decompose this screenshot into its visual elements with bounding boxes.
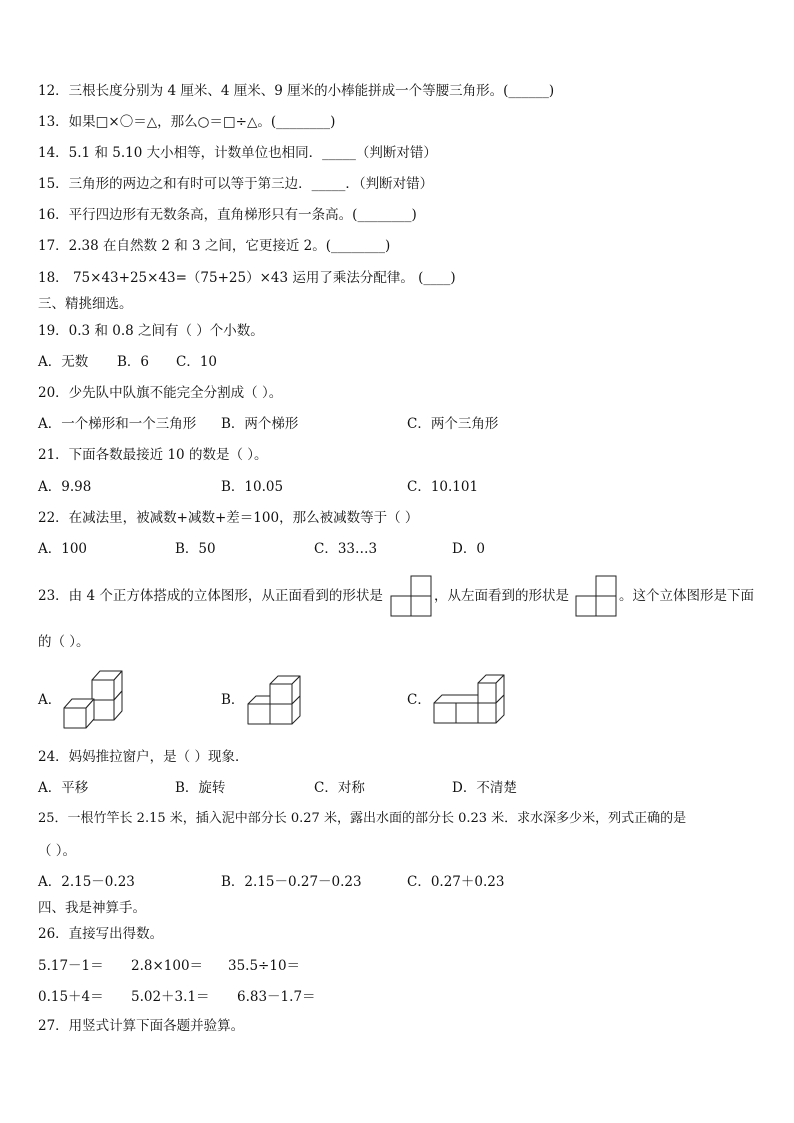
- question-17: 17．2.38 在自然数 2 和 3 之间，它更接近 2。(________): [38, 238, 391, 254]
- q20-option-b: B．两个梯形: [221, 416, 299, 432]
- question-23-part1: 23．由 4 个正方体搭成的立体图形，从正面看到的形状是: [38, 588, 383, 604]
- q21-option-a: A．9.98: [38, 479, 92, 495]
- q24-option-d: D．不清楚: [452, 780, 517, 796]
- q23-option-a: A．: [38, 692, 62, 708]
- q23-option-c: C．: [407, 692, 431, 708]
- q21-option-c: C．10.101: [407, 479, 479, 495]
- q25-option-a: A．2.15－0.23: [38, 874, 135, 890]
- q25-option-c: C．0.27＋0.23: [407, 874, 505, 890]
- calc-item: 5.02＋3.1＝: [131, 989, 210, 1005]
- question-20: 20．少先队中队旗不能完全分割成（ ）。: [38, 385, 283, 401]
- section-4-title: 四、我是神算手。: [38, 900, 146, 916]
- cube-figure-b: [246, 674, 302, 726]
- question-15: 15．三角形的两边之和有时可以等于第三边．_____．（判断对错）: [38, 176, 434, 192]
- question-12: 12．三根长度分别为 4 厘米、4 厘米、9 厘米的小棒能拼成一个等腰三角形。(______): [38, 83, 555, 99]
- question-23-part2: ，从左面看到的形状是: [434, 588, 569, 604]
- calc-item: 35.5÷10＝: [228, 958, 301, 974]
- question-26: 26．直接写出得数。: [38, 926, 164, 942]
- question-23-part3: 。这个立体图形是下面: [619, 588, 754, 604]
- q24-option-a: A．平移: [38, 780, 89, 796]
- q22-option-d: D．0: [452, 541, 485, 557]
- q24-option-c: C．对称: [314, 780, 365, 796]
- question-14: 14．5.1 和 5.10 大小相等，计数单位也相同．_____（判断对错）: [38, 145, 437, 161]
- q20-option-a: A．一个梯形和一个三角形: [38, 416, 197, 432]
- front-view-shape: [390, 575, 432, 617]
- calc-item: 6.83－1.7＝: [237, 989, 316, 1005]
- question-27: 27．用竖式计算下面各题并验算。: [38, 1018, 245, 1034]
- question-25: 25．一根竹竿长 2.15 米，插入泥中部分长 0.27 米，露出水面的部分长 0.23 米．求水深多少米，列式正确的是: [38, 811, 687, 826]
- question-24: 24．妈妈推拉窗户，是（ ）现象．: [38, 749, 249, 765]
- calc-item: 0.15＋4＝: [38, 989, 104, 1005]
- q22-option-b: B．50: [175, 541, 216, 557]
- question-19: 19．0.3 和 0.8 之间有（ ）个小数。: [38, 323, 264, 339]
- q20-option-c: C．两个三角形: [407, 416, 499, 432]
- q19-option-b: B．6: [117, 354, 150, 370]
- section-3-title: 三、精挑细选。: [38, 296, 133, 312]
- q22-option-c: C．33…3: [314, 541, 378, 557]
- question-16: 16．平行四边形有无数条高，直角梯形只有一条高。(________): [38, 207, 417, 223]
- q22-option-a: A．100: [38, 541, 88, 557]
- q21-option-b: B．10.05: [221, 479, 284, 495]
- q24-option-b: B．旋转: [175, 780, 226, 796]
- question-22: 22．在减法里，被减数+减数+差＝100，那么被减数等于（ ）: [38, 510, 419, 526]
- question-18: 18． 75×43+25×43=（75+25）×43 运用了乘法分配律。 (____): [38, 270, 456, 286]
- q19-option-a: A．无数: [38, 354, 89, 370]
- q23-option-b: B．: [221, 692, 245, 708]
- question-21: 21．下面各数最接近 10 的数是（ ）。: [38, 447, 268, 463]
- question-13: 13．如果□×〇＝△，那么○＝□÷△。(________): [38, 114, 336, 130]
- q19-option-c: C．10: [176, 354, 218, 370]
- left-view-shape: [575, 575, 617, 617]
- calc-item: 2.8×100＝: [131, 958, 204, 974]
- cube-figure-a: [62, 668, 126, 730]
- calc-item: 5.17－1＝: [38, 958, 104, 974]
- question-23-continuation: 的（ ）。: [38, 634, 90, 650]
- cube-figure-c: [432, 673, 506, 725]
- question-25-continuation: （ ）。: [38, 843, 77, 859]
- q25-option-b: B．2.15－0.27－0.23: [221, 874, 362, 890]
